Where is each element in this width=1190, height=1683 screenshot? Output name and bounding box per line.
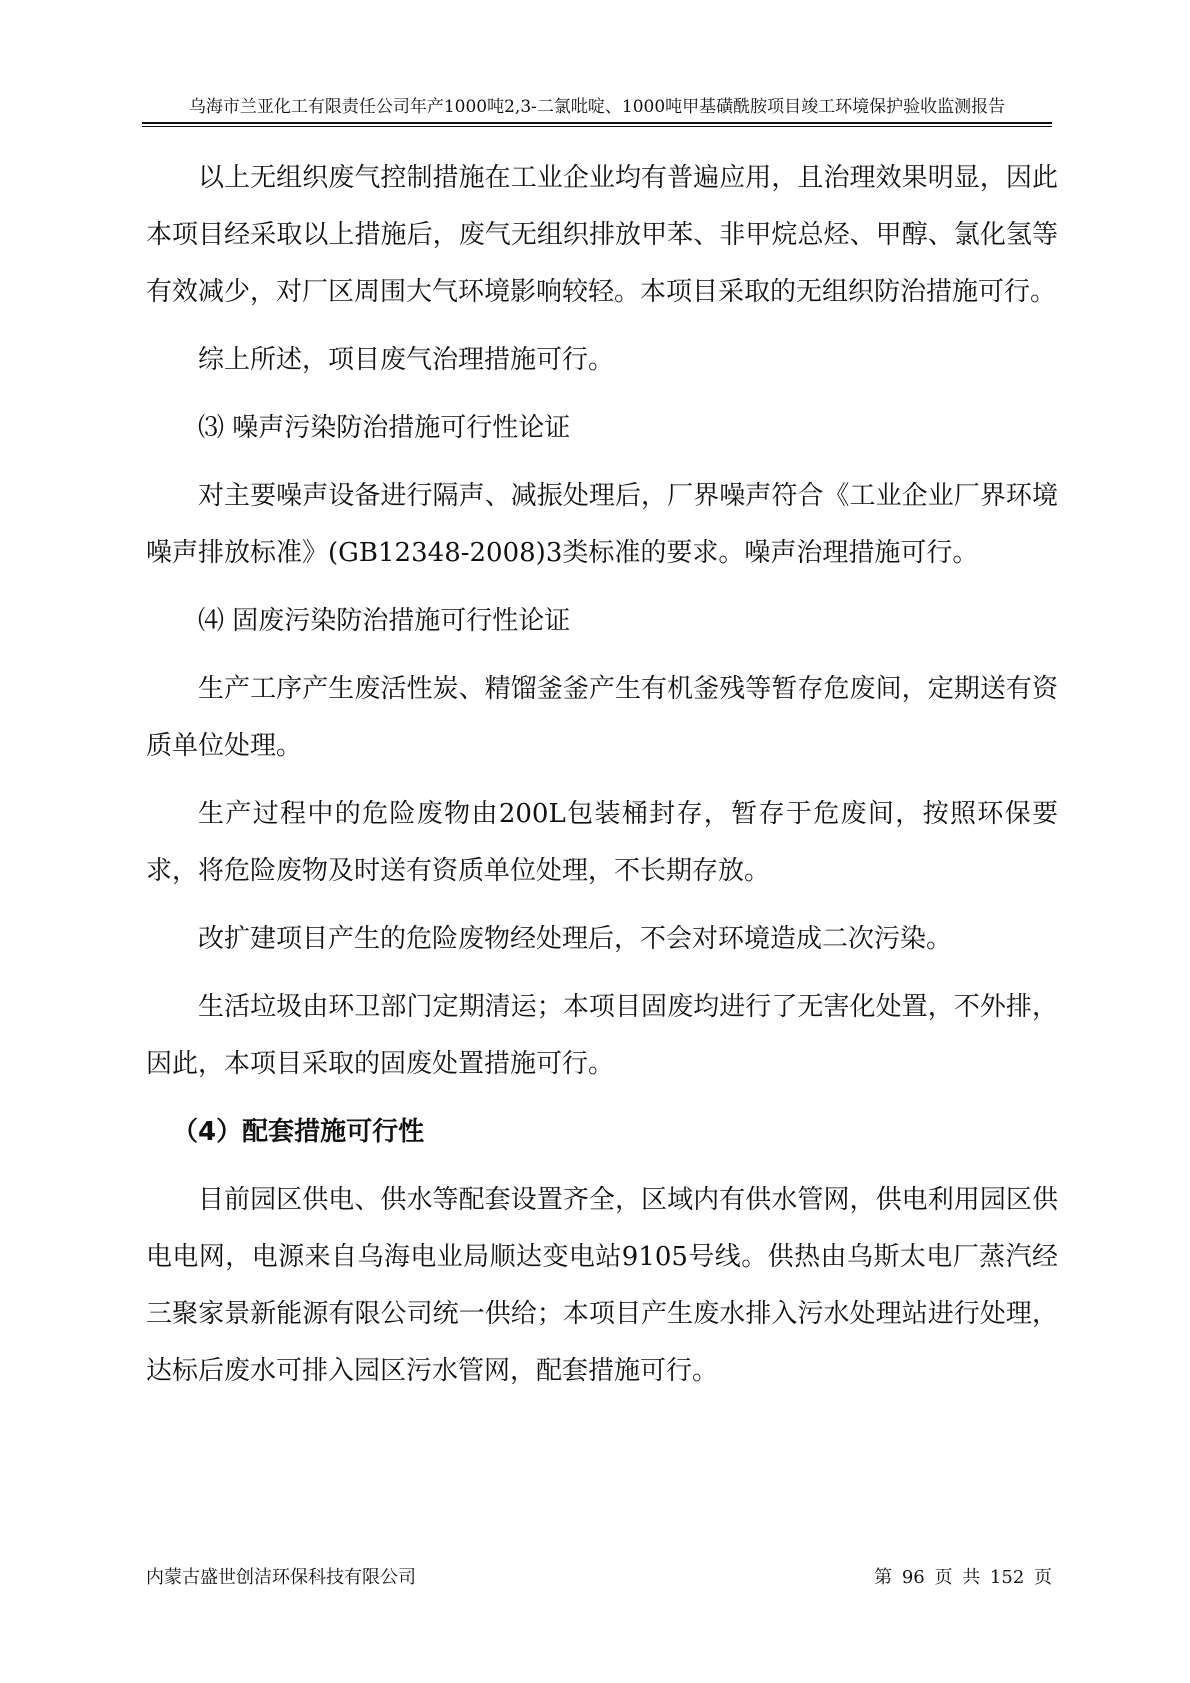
paragraph-supporting-measures: 目前园区供电、供水等配套设置齐全，区域内有供水管网，供电利用园区供电电网，电源来自乌海电业局顺达变电站9105号线。供热由乌斯太电厂蒸汽经三聚家景新能源有限公司统一供给；本项目产生废水排入污水处理站进行处理，达标后废水可排入园区污水管网，配套措施可行。 <box>146 1185 1058 1386</box>
running-header: 乌海市兰亚化工有限责任公司年产1000吨2,3-二氯吡啶、1000吨甲基磺酰胺项目竣工环境保护验收监测报告 <box>188 97 1006 117</box>
document-body <box>146 150 1058 1400</box>
paragraph-hazardous-waste: 生产过程中的危险废物由200L包装桶封存，暂存于危废间，按照环保要求，将危险废物及时送有资质单位处理，不长期存放。 <box>146 799 1058 886</box>
heading-noise: ⑶ 噪声污染防治措施可行性论证 <box>198 413 571 443</box>
footer-company: 内蒙古盛世创洁环保科技有限公司 <box>146 1567 416 1588</box>
footer-page-number: 第 96 页 共 152 页 <box>874 1567 1052 1588</box>
paragraph-fugitive-gas: 以上无组织废气控制措施在工业企业均有普遍应用，且治理效果明显，因此本项目经采取以上措施后，废气无组织排放甲苯、非甲烷总烃、甲醇、氯化氢等有效减少，对厂区周围大气环境影响较轻。本项目采取的无组织防治措施可行。 <box>146 163 1058 307</box>
header-rule-thin <box>142 126 1052 127</box>
heading-supporting-measures: （4）配套措施可行性 <box>172 1117 425 1147</box>
paragraph-noise: 对主要噪声设备进行隔声、减振处理后，厂界噪声符合《工业企业厂界环境噪声排放标准》(GB12348-2008)3类标准的要求。噪声治理措施可行。 <box>146 481 1058 568</box>
paragraph-no-secondary-pollution: 改扩建项目产生的危险废物经处理后，不会对环境造成二次污染。 <box>198 924 953 954</box>
paragraph-waste-carbon: 生产工序产生废活性炭、精馏釜釜产生有机釜残等暂存危废间，定期送有资质单位处理。 <box>146 674 1058 761</box>
heading-solid-waste: ⑷ 固废污染防治措施可行性论证 <box>198 606 571 636</box>
paragraph-gas-summary: 综上所述，项目废气治理措施可行。 <box>198 345 615 375</box>
paragraph-domestic-garbage: 生活垃圾由环卫部门定期清运；本项目固废均进行了无害化处置，不外排，因此，本项目采取的固废处置措施可行。 <box>146 992 1058 1079</box>
header-rule <box>142 122 1052 124</box>
